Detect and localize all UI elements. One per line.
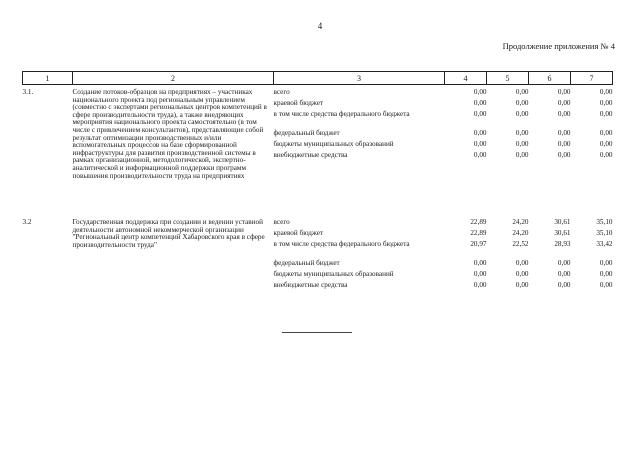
value-cell: 20,97 [470, 240, 487, 249]
source-label: всего [273, 88, 290, 96]
header-col-3: 3 [274, 72, 445, 85]
value-cell: 0,00 [473, 110, 487, 119]
year-col-6-values [529, 85, 571, 216]
value-cell: 0,00 [515, 151, 529, 160]
year-col-4-values [445, 215, 487, 293]
year-col-7-values [571, 85, 613, 216]
value-cell: 0,00 [515, 281, 529, 290]
header-col-4: 4 [445, 72, 487, 85]
source-label: в том числе средства федерального бюджета [273, 240, 410, 249]
value-cell: 28,93 [554, 240, 571, 249]
value-cell: 0,00 [473, 128, 487, 137]
row-description: Государственная поддержка при создании и ведении уставной деятельности автономной некоммерческой организации "Региональный центр компетенций Хабаровского края в сфере производительности труда" [72, 218, 265, 249]
row-number: 3.2 [22, 218, 32, 226]
year-col-7-values [571, 215, 613, 293]
value-cell: 0,00 [599, 258, 613, 267]
appendix-caption: Продолжение приложения № 4 [502, 41, 615, 51]
value-cell: 22,89 [470, 229, 487, 238]
funding-sources [274, 215, 445, 293]
value-cell: 0,00 [515, 128, 529, 137]
source-label: всего [273, 218, 290, 226]
funding-sources [274, 85, 445, 216]
value-cell: 0,00 [473, 151, 487, 160]
value-cell: 22,89 [470, 218, 487, 226]
value-cell: 35,10 [596, 218, 613, 226]
header-col-1: 1 [23, 72, 73, 85]
value-cell: 0,00 [557, 99, 571, 108]
value-cell: 33,42 [596, 240, 613, 249]
value-cell: 0,00 [557, 269, 571, 278]
header-col-7: 7 [571, 72, 613, 85]
value-cell: 0,00 [515, 139, 529, 148]
value-cell: 0,00 [557, 88, 571, 96]
value-cell: 0,00 [515, 258, 529, 267]
header-col-2: 2 [73, 72, 274, 85]
value-cell: 0,00 [599, 269, 613, 278]
value-cell: 0,00 [515, 110, 529, 119]
value-cell: 0,00 [599, 151, 613, 160]
value-cell: 0,00 [557, 128, 571, 137]
value-cell: 24,20 [512, 229, 529, 238]
value-cell: 0,00 [473, 258, 487, 267]
source-label: федеральный бюджет [273, 128, 340, 137]
value-cell: 0,00 [515, 269, 529, 278]
table-row [23, 85, 613, 216]
closing-rule [282, 332, 352, 333]
value-cell: 35,10 [596, 229, 613, 238]
year-col-5-values [487, 85, 529, 216]
source-label: бюджеты муниципальных образований [273, 269, 394, 278]
value-cell: 0,00 [473, 88, 487, 96]
value-cell: 0,00 [557, 139, 571, 148]
table-row [23, 215, 613, 293]
value-cell: 0,00 [599, 88, 613, 96]
row-number: 3.1. [22, 88, 34, 96]
source-label: в том числе средства федерального бюджета [273, 110, 410, 119]
year-col-5-values [487, 215, 529, 293]
value-cell: 0,00 [599, 281, 613, 290]
value-cell: 30,61 [554, 218, 571, 226]
value-cell: 0,00 [515, 88, 529, 96]
row-description: Создание потоков-образцов на предприятиях – участниках национального проекта под региональным управлением (совместно с экспертами региональных центров компетенций в сфере производительности труда), а также внедряющих мероприятия национального проекта самостоятельно (в том числе с привлечением консультантов), представляющие собой результат оптимизации производственных и/или вспомогательных процессов на базе сформированной инфраструктуры для развития производственной системы в рамках организационной, методологической, экспертно-аналитической и информационной поддержки программ повышения производительности труда на предприятиях [72, 88, 267, 180]
header-col-5: 5 [487, 72, 529, 85]
value-cell: 0,00 [557, 281, 571, 290]
source-label: внебюджетные средства [273, 151, 348, 160]
value-cell: 0,00 [557, 151, 571, 160]
value-cell: 22,52 [512, 240, 529, 249]
source-label: федеральный бюджет [273, 258, 340, 267]
value-cell: 30,61 [554, 229, 571, 238]
year-col-4-values [445, 85, 487, 216]
source-label: краевой бюджет [273, 229, 324, 238]
year-col-6-values [529, 215, 571, 293]
value-cell: 0,00 [473, 139, 487, 148]
value-cell: 0,00 [473, 99, 487, 108]
value-cell: 0,00 [599, 139, 613, 148]
header-row [23, 72, 613, 85]
value-cell: 0,00 [599, 128, 613, 137]
funding-table [22, 71, 613, 293]
value-cell: 0,00 [515, 99, 529, 108]
source-label: внебюджетные средства [273, 281, 348, 290]
value-cell: 0,00 [557, 258, 571, 267]
value-cell: 0,00 [473, 269, 487, 278]
source-label: краевой бюджет [273, 99, 324, 108]
value-cell: 0,00 [473, 281, 487, 290]
page-number: 4 [317, 21, 323, 31]
value-cell: 0,00 [557, 110, 571, 119]
header-col-6: 6 [529, 72, 571, 85]
value-cell: 24,20 [512, 218, 529, 226]
source-label: бюджеты муниципальных образований [273, 139, 394, 148]
value-cell: 0,00 [599, 99, 613, 108]
value-cell: 0,00 [599, 110, 613, 119]
